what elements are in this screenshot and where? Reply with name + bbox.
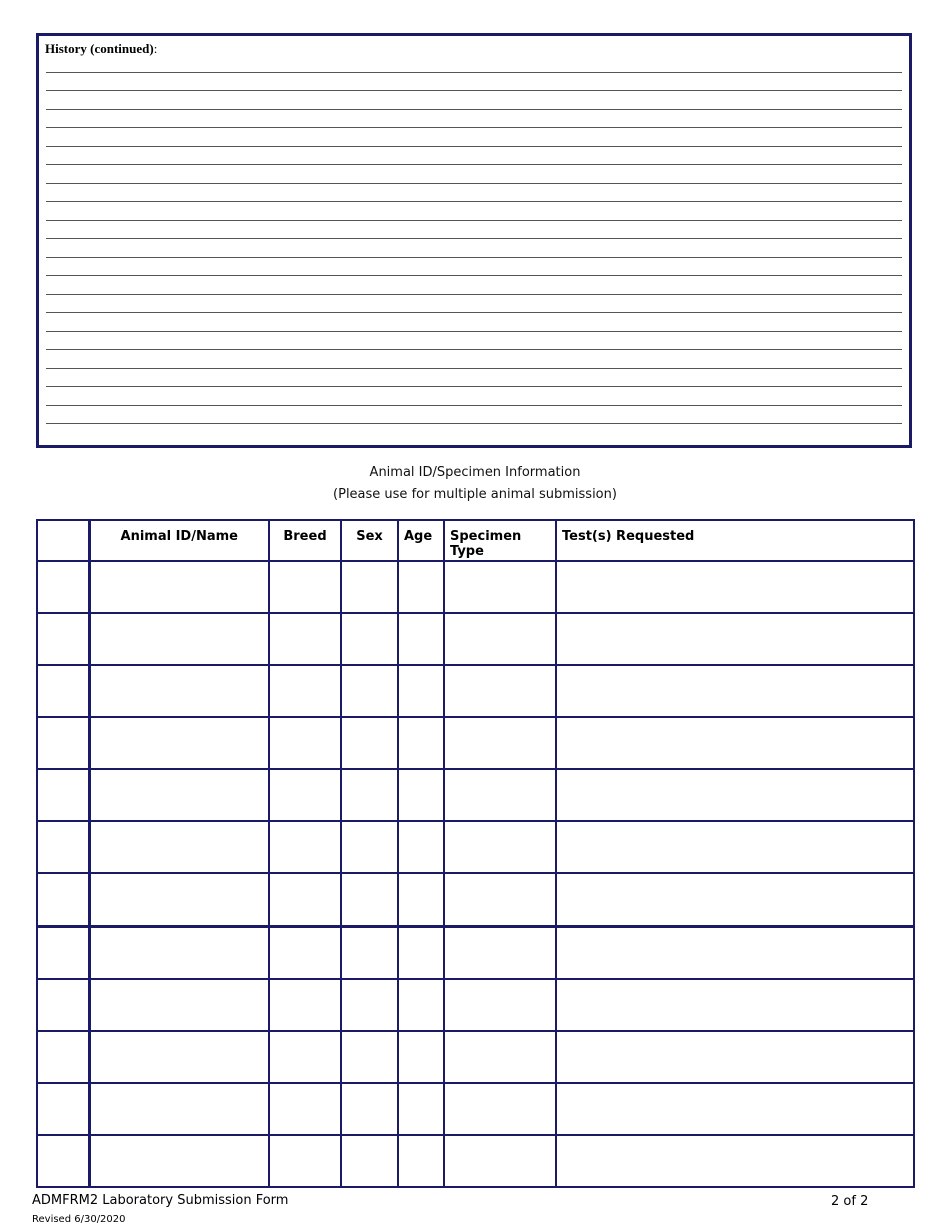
specimen-type-cell[interactable]	[444, 1031, 556, 1083]
table-header-row	[37, 520, 914, 561]
animal-id-cell[interactable]	[89, 979, 269, 1031]
age-cell[interactable]	[398, 717, 444, 769]
breed-cell[interactable]	[269, 1135, 341, 1187]
history-line[interactable]	[46, 201, 902, 202]
breed-cell[interactable]	[269, 717, 341, 769]
specimen-type-cell[interactable]	[444, 561, 556, 613]
history-line[interactable]	[46, 90, 902, 91]
row-number-cell[interactable]	[37, 873, 89, 926]
animal-specimen-table	[36, 519, 915, 1188]
breed-cell[interactable]	[269, 1031, 341, 1083]
age-cell[interactable]	[398, 613, 444, 665]
breed-cell[interactable]	[269, 1083, 341, 1135]
history-line[interactable]	[46, 275, 902, 276]
history-line[interactable]	[46, 312, 902, 313]
sex-cell[interactable]	[341, 1135, 398, 1187]
sex-cell[interactable]	[341, 926, 398, 979]
table-row	[37, 979, 914, 1031]
row-number-cell[interactable]	[37, 1031, 89, 1083]
animal-id-cell[interactable]	[89, 561, 269, 613]
animal-id-cell[interactable]	[89, 926, 269, 979]
sex-cell[interactable]	[341, 717, 398, 769]
history-line[interactable]	[46, 386, 902, 387]
age-cell[interactable]	[398, 926, 444, 979]
row-number-cell[interactable]	[37, 561, 89, 613]
history-line[interactable]	[46, 368, 902, 369]
row-number-cell[interactable]	[37, 1135, 89, 1187]
tests-requested-cell[interactable]	[556, 717, 914, 769]
breed-cell[interactable]	[269, 979, 341, 1031]
history-line[interactable]	[46, 109, 902, 110]
age-cell[interactable]	[398, 873, 444, 926]
breed-cell[interactable]	[269, 665, 341, 717]
tests-requested-cell[interactable]	[556, 821, 914, 873]
tests-requested-cell[interactable]	[556, 1031, 914, 1083]
sex-cell[interactable]	[341, 665, 398, 717]
footer-revised: Revised 6/30/2020	[32, 1214, 126, 1225]
history-line[interactable]	[46, 220, 902, 221]
header-specimen-type: Specimen Type	[444, 520, 556, 561]
footer-page-number: 2 of 2	[831, 1194, 869, 1209]
table-row	[37, 717, 914, 769]
header-animal-id: Animal ID/Name	[89, 520, 269, 561]
animal-id-cell[interactable]	[89, 665, 269, 717]
age-cell[interactable]	[398, 1135, 444, 1187]
history-line[interactable]	[46, 349, 902, 350]
row-number-cell[interactable]	[37, 665, 89, 717]
footer-form-name: ADMFRM2 Laboratory Submission Form	[32, 1193, 289, 1208]
animal-id-cell[interactable]	[89, 769, 269, 821]
breed-cell[interactable]	[269, 821, 341, 873]
table-row	[37, 1031, 914, 1083]
sex-cell[interactable]	[341, 561, 398, 613]
tests-requested-cell[interactable]	[556, 561, 914, 613]
table-row	[37, 1083, 914, 1135]
age-cell[interactable]	[398, 1083, 444, 1135]
row-number-cell[interactable]	[37, 821, 89, 873]
specimen-type-cell[interactable]	[444, 821, 556, 873]
history-box	[36, 33, 912, 448]
animal-id-cell[interactable]	[89, 1083, 269, 1135]
table-row	[37, 613, 914, 665]
table-row	[37, 561, 914, 613]
header-breed: Breed	[269, 520, 341, 561]
sex-cell[interactable]	[341, 979, 398, 1031]
specimen-type-cell[interactable]	[444, 873, 556, 926]
history-line[interactable]	[46, 331, 902, 332]
row-number-cell[interactable]	[37, 613, 89, 665]
sex-cell[interactable]	[341, 769, 398, 821]
header-age: Age	[398, 520, 444, 561]
specimen-type-cell[interactable]	[444, 979, 556, 1031]
table-row	[37, 769, 914, 821]
history-line[interactable]	[46, 164, 902, 165]
animal-id-cell[interactable]	[89, 613, 269, 665]
history-line[interactable]	[46, 146, 902, 147]
history-line[interactable]	[46, 72, 902, 73]
table-row	[37, 926, 914, 979]
row-number-cell[interactable]	[37, 926, 89, 979]
table-body	[37, 561, 914, 1187]
sex-cell[interactable]	[341, 613, 398, 665]
history-line[interactable]	[46, 183, 902, 184]
animal-id-cell[interactable]	[89, 821, 269, 873]
animal-id-cell[interactable]	[89, 1135, 269, 1187]
history-line[interactable]	[46, 294, 902, 295]
age-cell[interactable]	[398, 665, 444, 717]
table-row	[37, 1135, 914, 1187]
breed-cell[interactable]	[269, 561, 341, 613]
tests-requested-cell[interactable]	[556, 926, 914, 979]
specimen-type-cell[interactable]	[444, 926, 556, 979]
history-line[interactable]	[46, 423, 902, 424]
tests-requested-cell[interactable]	[556, 1083, 914, 1135]
table-row	[37, 873, 914, 926]
row-number-cell[interactable]	[37, 979, 89, 1031]
age-cell[interactable]	[398, 821, 444, 873]
sex-cell[interactable]	[341, 1031, 398, 1083]
row-number-cell[interactable]	[37, 769, 89, 821]
history-line[interactable]	[46, 405, 902, 406]
specimen-type-cell[interactable]	[444, 717, 556, 769]
breed-cell[interactable]	[269, 769, 341, 821]
row-number-cell[interactable]	[37, 1083, 89, 1135]
tests-requested-cell[interactable]	[556, 665, 914, 717]
age-cell[interactable]	[398, 769, 444, 821]
breed-cell[interactable]	[269, 873, 341, 926]
specimen-type-cell[interactable]	[444, 1083, 556, 1135]
tests-requested-cell[interactable]	[556, 979, 914, 1031]
header-sex: Sex	[341, 520, 398, 561]
tests-requested-cell[interactable]	[556, 1135, 914, 1187]
header-tests-requested: Test(s) Requested	[556, 520, 914, 561]
history-line[interactable]	[46, 127, 902, 128]
specimen-type-cell[interactable]	[444, 613, 556, 665]
history-line[interactable]	[46, 238, 902, 239]
section-subtitle: (Please use for multiple animal submission)	[333, 487, 617, 502]
breed-cell[interactable]	[269, 613, 341, 665]
tests-requested-cell[interactable]	[556, 769, 914, 821]
sex-cell[interactable]	[341, 1083, 398, 1135]
breed-cell[interactable]	[269, 926, 341, 979]
animal-id-cell[interactable]	[89, 717, 269, 769]
age-cell[interactable]	[398, 979, 444, 1031]
animal-id-cell[interactable]	[89, 873, 269, 926]
sex-cell[interactable]	[341, 873, 398, 926]
age-cell[interactable]	[398, 1031, 444, 1083]
tests-requested-cell[interactable]	[556, 613, 914, 665]
section-title: Animal ID/Specimen Information	[369, 465, 581, 480]
tests-requested-cell[interactable]	[556, 873, 914, 926]
table-row	[37, 665, 914, 717]
specimen-type-cell[interactable]	[444, 1135, 556, 1187]
specimen-type-cell[interactable]	[444, 769, 556, 821]
history-line[interactable]	[46, 257, 902, 258]
specimen-type-cell[interactable]	[444, 665, 556, 717]
header-row-number	[37, 520, 89, 561]
sex-cell[interactable]	[341, 821, 398, 873]
animal-id-cell[interactable]	[89, 1031, 269, 1083]
history-title: History (continued):	[45, 41, 158, 56]
table-row	[37, 821, 914, 873]
age-cell[interactable]	[398, 561, 444, 613]
row-number-cell[interactable]	[37, 717, 89, 769]
